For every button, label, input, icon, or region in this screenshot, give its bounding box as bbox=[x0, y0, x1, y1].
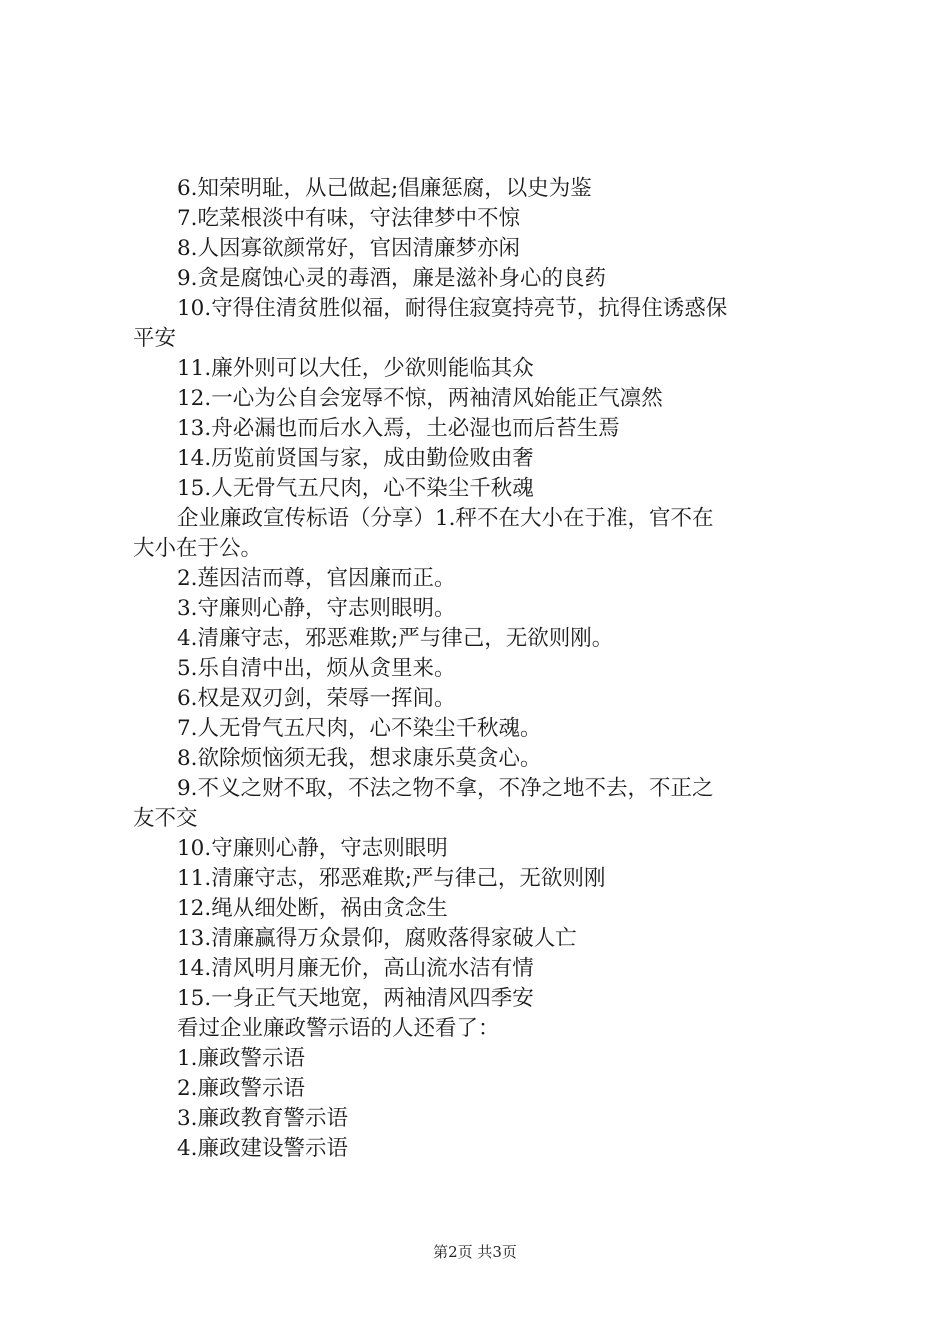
text-line: 13.舟必漏也而后水入焉，土必湿也而后苔生焉 bbox=[177, 416, 620, 441]
text-line: 10.守廉则心静，守志则眼明 bbox=[177, 836, 448, 861]
text-line: 15.人无骨气五尺肉，心不染尘千秋魂 bbox=[177, 476, 534, 501]
page-footer: 第2页 共3页 bbox=[433, 1243, 517, 1261]
text-line: 大小在于公。 bbox=[133, 536, 263, 561]
text-line: 11.廉外则可以大任，少欲则能临其众 bbox=[177, 356, 534, 381]
text-line: 12.绳从细处断，祸由贪念生 bbox=[177, 896, 448, 921]
text-line: 5.乐自清中出，烦从贪里来。 bbox=[177, 656, 456, 681]
text-line: 8.欲除烦恼须无我，想求康乐莫贪心。 bbox=[177, 746, 542, 771]
text-line: 4.清廉守志，邪恶难欺;严与律己，无欲则刚。 bbox=[177, 626, 614, 651]
text-line: 12.一心为公自会宠辱不惊，两袖清风始能正气凛然 bbox=[177, 386, 663, 411]
text-line: 14.历览前贤国与家，成由勤俭败由奢 bbox=[177, 446, 534, 471]
text-line: 2.莲因洁而尊，官因廉而正。 bbox=[177, 566, 456, 591]
text-line: 3.守廉则心静，守志则眼明。 bbox=[177, 596, 456, 621]
text-line: 平安 bbox=[133, 326, 177, 351]
text-line: 3.廉政教育警示语 bbox=[177, 1106, 349, 1131]
text-line: 看过企业廉政警示语的人还看了： bbox=[177, 1016, 500, 1041]
text-line: 6.知荣明耻，从己做起;倡廉惩腐，以史为鉴 bbox=[177, 176, 592, 201]
text-line: 9.不义之财不取，不法之物不拿，不净之地不去，不正之 bbox=[177, 776, 714, 801]
text-line: 14.清风明月廉无价，高山流水洁有情 bbox=[177, 956, 534, 981]
text-line: 9.贪是腐蚀心灵的毒酒，廉是滋补身心的良药 bbox=[177, 266, 607, 291]
text-line: 15.一身正气天地宽，两袖清风四季安 bbox=[177, 986, 534, 1011]
text-line: 11.清廉守志，邪恶难欺;严与律己，无欲则刚 bbox=[177, 866, 606, 891]
text-line: 8.人因寡欲颜常好，官因清廉梦亦闲 bbox=[177, 236, 521, 261]
text-line: 6.权是双刃剑，荣辱一挥间。 bbox=[177, 686, 456, 711]
text-line: 7.吃菜根淡中有味，守法律梦中不惊 bbox=[177, 206, 521, 231]
text-line: 7.人无骨气五尺肉，心不染尘千秋魂。 bbox=[177, 716, 542, 741]
text-line: 10.守得住清贫胜似福，耐得住寂寞持亮节，抗得住诱惑保 bbox=[177, 296, 728, 321]
text-line: 4.廉政建设警示语 bbox=[177, 1136, 349, 1161]
text-line: 2.廉政警示语 bbox=[177, 1076, 306, 1101]
document-body bbox=[133, 174, 833, 1164]
text-line: 13.清廉赢得万众景仰，腐败落得家破人亡 bbox=[177, 926, 577, 951]
text-line: 1.廉政警示语 bbox=[177, 1046, 306, 1071]
text-line: 友不交 bbox=[133, 806, 198, 831]
text-line: 企业廉政宣传标语（分享）1.秤不在大小在于准，官不在 bbox=[177, 506, 714, 531]
